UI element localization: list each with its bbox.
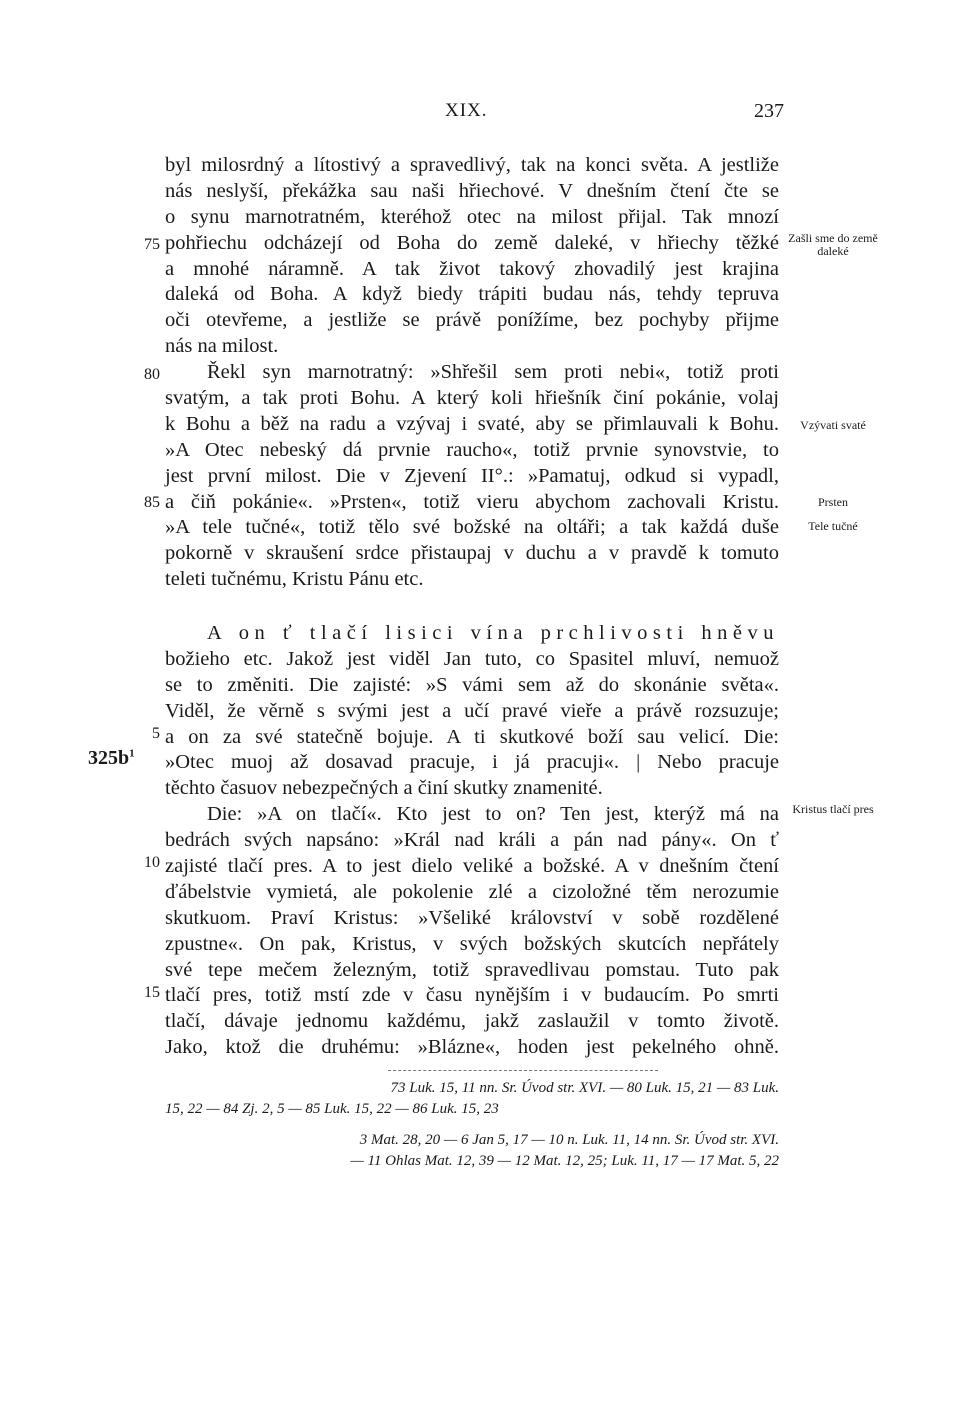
text-line: nás na milost. [165, 335, 279, 358]
text-line: »A tele tučné«, totiž tělo své božské na oltáři; a tak každá duše [165, 516, 779, 539]
text-line: A on ť tlačí lisici vína prchlivosti hněvu [207, 622, 779, 644]
text-line: Viděl, že věrně s svými jest a učí pravé vieře a právě rozsuzuje; [165, 699, 779, 722]
text-line: pohřiechu odcházejí od Boha do země daleké, v hřiechy těžké [165, 231, 779, 254]
text-line: nás neslyší, překážka sau naši hřiechové. V dnešním čtení čte se [165, 179, 779, 202]
text-line: Die: »A on tlačí«. Kto jest to on? Ten jest, kterýž má na [207, 803, 779, 826]
footnote-line: 73 Luk. 15, 11 nn. Sr. Úvod str. XVI. — 80 Luk. 15, 21 — 83 Luk. [390, 1080, 779, 1096]
text-line: Jako, ktož die druhému: »Blázne«, hoden jest pekelného ohně. [165, 1036, 779, 1059]
footnote-line: 3 Mat. 28, 20 — 6 Jan 5, 17 — 10 n. Luk. 11, 14 nn. Sr. Úvod str. XVI. [359, 1132, 779, 1148]
line-number: 15 [144, 984, 160, 1001]
folio-superscript: 1 [129, 747, 135, 760]
line-number: 10 [144, 854, 160, 871]
text-line: zpustne«. On pak, Kristus, v svých božských skutcích nepřátely [165, 932, 779, 955]
marginal-note: Kristus tlačí pres [792, 802, 874, 816]
text-line: jest první milost. Die v Zjevení II°.: »Pamatuj, odkud si vypadl, [165, 464, 779, 487]
folio-marker [88, 747, 135, 770]
marginal-note: Tele tučné [808, 519, 858, 533]
text-line: svatým, a tak proti Bohu. A který koli hřiešník činí pokánie, volaj [165, 387, 779, 410]
folio-number: 325b [88, 747, 130, 769]
text-line: se to změniti. Die zajisté: »S vámi sem až do skonánie světa«. [165, 673, 779, 696]
text-line: daleká od Boha. A když biedy trápiti budau nás, tehdy tepruva [165, 283, 779, 306]
footnote-divider [388, 1070, 658, 1071]
text-line: »Otec muoj až dosavad pracuje, i já pracuji«. | Nebo pracuje [165, 751, 779, 774]
marginal-note: Vzývati svaté [800, 418, 866, 432]
text-line: »A Otec nebeský dá prvnie raucho«, totiž prvnie synovstvie, to [165, 438, 779, 461]
text-line: zajisté tlačí pres. A to jest dielo veliké a božské. A v dnešním čtení [165, 855, 779, 878]
text-line: své tepe mečem železným, totiž spravedlivau pomstau. Tuto pak [165, 958, 779, 981]
text-line: k Bohu a běž na radu a vzývaj i svaté, aby se přimlauvali k Bohu. [165, 412, 779, 435]
text-line: teleti tučnému, Kristu Pánu etc. [165, 568, 424, 591]
footnotes-group-1 [165, 1078, 779, 1120]
text-line: tlačí, dávaje jednomu každému, jakž zaslaužil v tomto životě. [165, 1010, 779, 1033]
text-line: a čiň pokánie«. »Prsten«, totiž vieru abychom zachovali Kristu. [165, 490, 779, 513]
text-line: oči otevřeme, a jestliže se právě ponížíme, bez pochyby přijme [165, 309, 779, 332]
text-line: ďábelstvie vymietá, ale pokolenie zlé a cizoložné těm nerozumie [165, 880, 779, 903]
text-line: a on za své statečně bojuje. A ti skutkové boží sau velicí. Die: [165, 725, 779, 748]
text-line: tlačí pres, totiž mstí zde v času nynějším i v budaucím. Po smrti [165, 984, 779, 1007]
text-line: a mnohé náramně. A tak život takový zhovadilý jest krajina [165, 257, 779, 280]
footnote-line: — 11 Ohlas Mat. 12, 39 — 12 Mat. 12, 25; Luk. 11, 17 — 17 Mat. 5, 22 [350, 1153, 779, 1169]
text-block-1 [165, 153, 779, 593]
text-line: byl milosrdný a lítostivý a spravedlivý, tak na konci světa. A jestliže [165, 154, 779, 176]
line-number: 85 [144, 494, 160, 511]
text-line: Řekl syn marnotratný: »Shřešil sem proti nebi«, totiž proti [207, 361, 779, 384]
text-line: božieho etc. Jakož jest viděl Jan tuto, co Spasitel mluví, nemuož [165, 647, 779, 670]
text-line: bedrách svých napsáno: »Král nad králi a pán nad pány«. On ť [165, 829, 779, 852]
line-number: 5 [152, 725, 160, 742]
line-number: 80 [144, 366, 160, 383]
footnote-line: 15, 22 — 84 Zj. 2, 5 — 85 Luk. 15, 22 — 86 Luk. 15, 23 [165, 1101, 499, 1117]
text-block-2 [165, 621, 779, 1061]
line-number: 75 [144, 236, 160, 253]
text-line: skutkuom. Praví Kristus: »Všeliké království v sobě rozdělené [165, 906, 779, 929]
footnotes-group-2 [165, 1130, 779, 1172]
text-line: o synu marnotratném, kteréhož otec na milost přijal. Tak mnozí [165, 205, 779, 228]
text-line: těchto časuov nebezpečných a činí skutky znamenité. [165, 777, 603, 800]
text-line: pokorně v skraušení srdce přistaupaj v duchu a v pravdě k tomuto [165, 542, 779, 565]
page-number: 237 [754, 100, 784, 122]
chapter-heading: XIX. [445, 100, 488, 121]
marginal-note: Prsten [818, 495, 848, 509]
marginal-note: Zašli sme do země daleké [788, 231, 878, 258]
